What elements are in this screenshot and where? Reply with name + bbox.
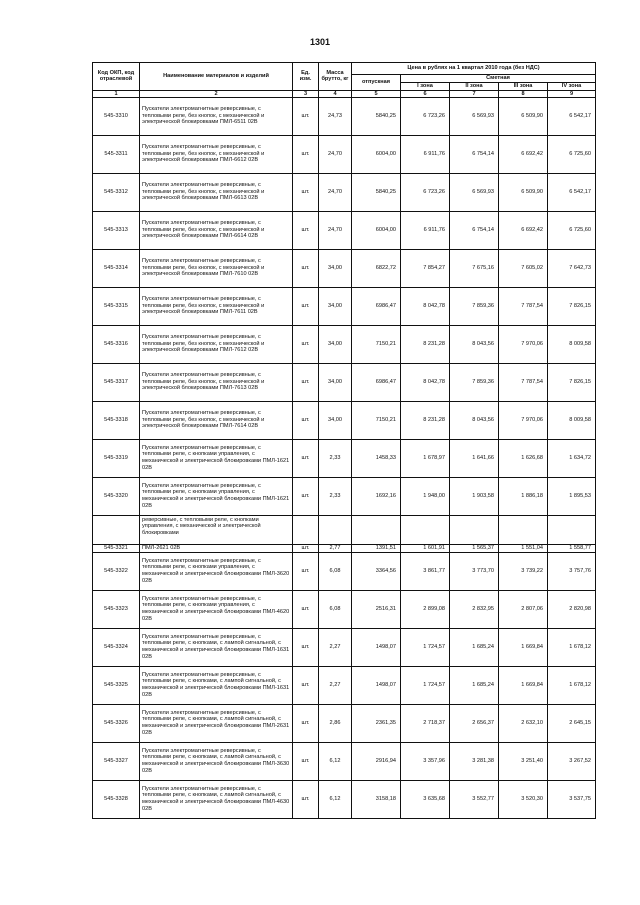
row-zone-3-price: 1 886,18 bbox=[499, 477, 548, 515]
row-unit: шт. bbox=[293, 363, 319, 401]
row-zone-3-price: 7 970,06 bbox=[499, 401, 548, 439]
row-name: Пускатели электромагнитные реверсивные, с тепловыми реле, с кнопками, с лампой сигнальной, с механической и электрической блокировками ПМЛ-2631 02В bbox=[140, 704, 293, 742]
row-zone-1-price: 1 724,57 bbox=[401, 628, 450, 666]
row-name: реверсивные, с тепловыми реле, с кнопками управления, с механической и электрической блокировками bbox=[140, 515, 293, 544]
price-table bbox=[92, 62, 596, 819]
row-factory-price: 1391,51 bbox=[352, 544, 401, 552]
row-code: 545-3310 bbox=[93, 97, 140, 135]
row-name: Пускатели электромагнитные реверсивные, с тепловыми реле, с кнопками управления, с механической и электрической блокировками ПМЛ-3620 02В bbox=[140, 552, 293, 590]
row-zone-2-price: 1 685,24 bbox=[450, 628, 499, 666]
row-unit: шт. bbox=[293, 173, 319, 211]
row-zone-3-price: 1 626,68 bbox=[499, 439, 548, 477]
row-factory-price: 6822,72 bbox=[352, 249, 401, 287]
row-mass: 2,27 bbox=[319, 628, 352, 666]
row-zone-3-price: 7 605,02 bbox=[499, 249, 548, 287]
row-name: ПМЛ-2621 02В bbox=[140, 544, 293, 552]
row-zone-3-price: 2 632,10 bbox=[499, 704, 548, 742]
row-zone-1-price: 6 723,26 bbox=[401, 97, 450, 135]
row-mass: 34,00 bbox=[319, 287, 352, 325]
row-zone-2-price: 1 641,66 bbox=[450, 439, 499, 477]
row-zone-2-price: 6 569,93 bbox=[450, 97, 499, 135]
table-row bbox=[93, 173, 596, 211]
row-zone-3-price: 1 669,84 bbox=[499, 628, 548, 666]
row-zone-4-price: 7 642,73 bbox=[548, 249, 596, 287]
table-row bbox=[93, 544, 596, 552]
table-body bbox=[93, 97, 596, 818]
table-row bbox=[93, 780, 596, 818]
column-number: 9 bbox=[548, 90, 596, 97]
header-code: Код ОКП, код отраслевой bbox=[93, 63, 140, 91]
table-row bbox=[93, 552, 596, 590]
column-number: 7 bbox=[450, 90, 499, 97]
row-code: 545-3326 bbox=[93, 704, 140, 742]
row-zone-1-price: 1 948,00 bbox=[401, 477, 450, 515]
row-factory-price: 5840,25 bbox=[352, 97, 401, 135]
table-row bbox=[93, 439, 596, 477]
row-zone-1-price: 3 357,96 bbox=[401, 742, 450, 780]
row-code: 545-3313 bbox=[93, 211, 140, 249]
table-row bbox=[93, 742, 596, 780]
empty-cell bbox=[548, 515, 596, 544]
column-number: 6 bbox=[401, 90, 450, 97]
row-zone-2-price: 3 773,70 bbox=[450, 552, 499, 590]
row-code: 545-3319 bbox=[93, 439, 140, 477]
row-name: Пускатели электромагнитные реверсивные, с тепловыми реле, без кнопок, с механической и электрической блокировками ПМЛ-6511 02В bbox=[140, 97, 293, 135]
row-zone-4-price: 6 725,60 bbox=[548, 135, 596, 173]
row-zone-1-price: 2 899,08 bbox=[401, 590, 450, 628]
row-unit: шт. bbox=[293, 401, 319, 439]
row-factory-price: 6986,47 bbox=[352, 363, 401, 401]
row-mass: 6,08 bbox=[319, 590, 352, 628]
row-name: Пускатели электромагнитные реверсивные, с тепловыми реле, без кнопок, с механической и электрической блокировками ПМЛ-7613 02В bbox=[140, 363, 293, 401]
column-number: 1 bbox=[93, 90, 140, 97]
row-code: 545-3311 bbox=[93, 135, 140, 173]
row-zone-1-price: 8 042,78 bbox=[401, 363, 450, 401]
row-name: Пускатели электромагнитные реверсивные, с тепловыми реле, без кнопок, с механической и электрической блокировками ПМЛ-7610 02В bbox=[140, 249, 293, 287]
row-factory-price: 6004,00 bbox=[352, 135, 401, 173]
header-zone-2: II зона bbox=[450, 82, 499, 90]
row-zone-4-price: 6 542,17 bbox=[548, 173, 596, 211]
empty-cell bbox=[450, 515, 499, 544]
row-zone-3-price: 6 509,90 bbox=[499, 97, 548, 135]
table-row bbox=[93, 97, 596, 135]
header-zone-1: I зона bbox=[401, 82, 450, 90]
row-code: 545-3312 bbox=[93, 173, 140, 211]
row-zone-2-price: 2 656,37 bbox=[450, 704, 499, 742]
row-code: 545-3314 bbox=[93, 249, 140, 287]
row-mass: 24,70 bbox=[319, 135, 352, 173]
header-name: Наименование материалов и изделий bbox=[140, 63, 293, 91]
row-zone-2-price: 1 565,37 bbox=[450, 544, 499, 552]
row-zone-3-price: 6 692,42 bbox=[499, 211, 548, 249]
row-zone-4-price: 6 725,60 bbox=[548, 211, 596, 249]
column-number: 4 bbox=[319, 90, 352, 97]
table-row bbox=[93, 401, 596, 439]
row-zone-1-price: 1 724,57 bbox=[401, 666, 450, 704]
row-factory-price: 1498,07 bbox=[352, 666, 401, 704]
row-name: Пускатели электромагнитные реверсивные, с тепловыми реле, без кнопок, с механической и электрической блокировками ПМЛ-6612 02В bbox=[140, 135, 293, 173]
row-zone-3-price: 6 509,90 bbox=[499, 173, 548, 211]
row-unit: шт. bbox=[293, 439, 319, 477]
row-zone-1-price: 6 723,26 bbox=[401, 173, 450, 211]
table-row bbox=[93, 211, 596, 249]
row-zone-4-price: 2 820,98 bbox=[548, 590, 596, 628]
row-zone-1-price: 3 861,77 bbox=[401, 552, 450, 590]
row-unit: шт. bbox=[293, 666, 319, 704]
row-name: Пускатели электромагнитные реверсивные, с тепловыми реле, с кнопками, с лампой сигнальной, с механической и электрической блокировками ПМЛ-1631 02В bbox=[140, 666, 293, 704]
row-name: Пускатели электромагнитные реверсивные, с тепловыми реле, без кнопок, с механической и электрической блокировками ПМЛ-7614 02В bbox=[140, 401, 293, 439]
table-row bbox=[93, 477, 596, 515]
row-zone-1-price: 8 231,28 bbox=[401, 325, 450, 363]
row-zone-4-price: 1 558,77 bbox=[548, 544, 596, 552]
row-factory-price: 6004,00 bbox=[352, 211, 401, 249]
row-code: 545-3315 bbox=[93, 287, 140, 325]
row-zone-2-price: 8 043,56 bbox=[450, 325, 499, 363]
header-price-group: Цена в рублях на 1 квартал 2010 года (без НДС) bbox=[352, 63, 596, 75]
row-name: Пускатели электромагнитные реверсивные, с тепловыми реле, с кнопками управления, с механической и электрической блокировками ПМЛ-1621 02В bbox=[140, 439, 293, 477]
row-factory-price: 2361,35 bbox=[352, 704, 401, 742]
empty-cell bbox=[293, 515, 319, 544]
row-code: 545-3322 bbox=[93, 552, 140, 590]
row-name: Пускатели электромагнитные реверсивные, с тепловыми реле, без кнопок, с механической и электрической блокировками ПМЛ-7612 02В bbox=[140, 325, 293, 363]
empty-cell bbox=[401, 515, 450, 544]
row-zone-4-price: 1 678,12 bbox=[548, 628, 596, 666]
row-code: 545-3324 bbox=[93, 628, 140, 666]
row-zone-4-price: 8 009,58 bbox=[548, 325, 596, 363]
row-zone-4-price: 3 537,75 bbox=[548, 780, 596, 818]
row-zone-1-price: 6 911,76 bbox=[401, 211, 450, 249]
row-zone-3-price: 3 520,30 bbox=[499, 780, 548, 818]
column-number: 5 bbox=[352, 90, 401, 97]
row-zone-4-price: 8 009,58 bbox=[548, 401, 596, 439]
column-numbers-row bbox=[93, 90, 596, 97]
row-name: Пускатели электромагнитные реверсивные, с тепловыми реле, с кнопками управления, с механической и электрической блокировками ПМЛ-4620 02В bbox=[140, 590, 293, 628]
row-mass: 2,33 bbox=[319, 439, 352, 477]
row-mass: 24,70 bbox=[319, 211, 352, 249]
row-mass: 2,86 bbox=[319, 704, 352, 742]
row-code: 545-3327 bbox=[93, 742, 140, 780]
row-zone-4-price: 7 826,15 bbox=[548, 287, 596, 325]
row-name: Пускатели электромагнитные реверсивные, с тепловыми реле, с кнопками управления, с механической и электрической блокировками ПМЛ-1621 02В bbox=[140, 477, 293, 515]
row-zone-2-price: 6 754,14 bbox=[450, 135, 499, 173]
row-factory-price: 1458,33 bbox=[352, 439, 401, 477]
row-mass: 6,12 bbox=[319, 780, 352, 818]
row-unit: шт. bbox=[293, 544, 319, 552]
empty-cell bbox=[319, 515, 352, 544]
row-zone-2-price: 1 903,58 bbox=[450, 477, 499, 515]
row-mass: 2,33 bbox=[319, 477, 352, 515]
row-code: 545-3320 bbox=[93, 477, 140, 515]
row-unit: шт. bbox=[293, 780, 319, 818]
row-factory-price: 1692,16 bbox=[352, 477, 401, 515]
row-name: Пускатели электромагнитные реверсивные, с тепловыми реле, без кнопок, с механической и электрической блокировками ПМЛ-6614 02В bbox=[140, 211, 293, 249]
table-row bbox=[93, 325, 596, 363]
row-zone-3-price: 3 739,22 bbox=[499, 552, 548, 590]
header-zone-3: III зона bbox=[499, 82, 548, 90]
header-estimate-price: Сметная bbox=[401, 75, 596, 83]
header-factory-price: отпускная bbox=[352, 75, 401, 91]
row-code: 545-3325 bbox=[93, 666, 140, 704]
row-unit: шт. bbox=[293, 477, 319, 515]
row-zone-4-price: 1 895,53 bbox=[548, 477, 596, 515]
row-unit: шт. bbox=[293, 135, 319, 173]
row-unit: шт. bbox=[293, 211, 319, 249]
row-zone-3-price: 7 970,06 bbox=[499, 325, 548, 363]
row-zone-4-price: 6 542,17 bbox=[548, 97, 596, 135]
row-mass: 34,00 bbox=[319, 249, 352, 287]
row-mass: 2,77 bbox=[319, 544, 352, 552]
row-factory-price: 3364,56 bbox=[352, 552, 401, 590]
row-code: 545-3328 bbox=[93, 780, 140, 818]
row-name: Пускатели электромагнитные реверсивные, с тепловыми реле, без кнопок, с механической и электрической блокировками ПМЛ-7611 02В bbox=[140, 287, 293, 325]
empty-cell bbox=[499, 515, 548, 544]
header-unit: Ед. изм. bbox=[293, 63, 319, 91]
row-zone-3-price: 2 807,06 bbox=[499, 590, 548, 628]
row-mass: 24,70 bbox=[319, 173, 352, 211]
row-factory-price: 1498,07 bbox=[352, 628, 401, 666]
row-zone-1-price: 8 231,28 bbox=[401, 401, 450, 439]
header-mass: Масса брутто, кг bbox=[319, 63, 352, 91]
row-zone-2-price: 2 832,95 bbox=[450, 590, 499, 628]
row-mass: 34,00 bbox=[319, 325, 352, 363]
row-name: Пускатели электромагнитные реверсивные, с тепловыми реле, с кнопками, с лампой сигнальной, с механической и электрической блокировками ПМЛ-4630 02В bbox=[140, 780, 293, 818]
row-name: Пускатели электромагнитные реверсивные, с тепловыми реле, без кнопок, с механической и электрической блокировками ПМЛ-6613 02В bbox=[140, 173, 293, 211]
table-row-continuation bbox=[93, 515, 596, 544]
row-zone-2-price: 6 754,14 bbox=[450, 211, 499, 249]
row-mass: 34,00 bbox=[319, 363, 352, 401]
row-zone-1-price: 7 854,27 bbox=[401, 249, 450, 287]
row-mass: 2,27 bbox=[319, 666, 352, 704]
header-zone-4: IV зона bbox=[548, 82, 596, 90]
row-zone-4-price: 7 826,15 bbox=[548, 363, 596, 401]
row-zone-2-price: 7 859,36 bbox=[450, 287, 499, 325]
row-zone-3-price: 1 669,84 bbox=[499, 666, 548, 704]
row-zone-2-price: 1 685,24 bbox=[450, 666, 499, 704]
row-factory-price: 5840,25 bbox=[352, 173, 401, 211]
row-zone-1-price: 1 601,91 bbox=[401, 544, 450, 552]
row-zone-1-price: 6 911,76 bbox=[401, 135, 450, 173]
row-zone-1-price: 2 718,37 bbox=[401, 704, 450, 742]
row-zone-2-price: 3 281,38 bbox=[450, 742, 499, 780]
row-name: Пускатели электромагнитные реверсивные, с тепловыми реле, с кнопками, с лампой сигнальной, с механической и электрической блокировками ПМЛ-1631 02В bbox=[140, 628, 293, 666]
row-mass: 34,00 bbox=[319, 401, 352, 439]
row-zone-3-price: 3 251,40 bbox=[499, 742, 548, 780]
row-zone-4-price: 1 634,72 bbox=[548, 439, 596, 477]
page-number: 1301 bbox=[309, 37, 331, 47]
row-mass: 6,12 bbox=[319, 742, 352, 780]
row-zone-1-price: 1 678,97 bbox=[401, 439, 450, 477]
row-unit: шт. bbox=[293, 628, 319, 666]
row-zone-4-price: 2 645,15 bbox=[548, 704, 596, 742]
row-factory-price: 6986,47 bbox=[352, 287, 401, 325]
row-unit: шт. bbox=[293, 742, 319, 780]
row-zone-4-price: 3 267,52 bbox=[548, 742, 596, 780]
row-unit: шт. bbox=[293, 97, 319, 135]
row-zone-1-price: 3 635,68 bbox=[401, 780, 450, 818]
row-zone-2-price: 6 569,93 bbox=[450, 173, 499, 211]
row-unit: шт. bbox=[293, 704, 319, 742]
table-row bbox=[93, 287, 596, 325]
table-row bbox=[93, 704, 596, 742]
row-zone-3-price: 1 551,04 bbox=[499, 544, 548, 552]
row-code: 545-3323 bbox=[93, 590, 140, 628]
row-zone-2-price: 8 043,56 bbox=[450, 401, 499, 439]
empty-cell bbox=[352, 515, 401, 544]
table-row bbox=[93, 666, 596, 704]
row-code-empty bbox=[93, 515, 140, 544]
row-code: 545-3321 bbox=[93, 544, 140, 552]
row-factory-price: 7150,21 bbox=[352, 325, 401, 363]
row-factory-price: 2916,94 bbox=[352, 742, 401, 780]
row-zone-2-price: 3 552,77 bbox=[450, 780, 499, 818]
column-number: 2 bbox=[140, 90, 293, 97]
row-mass: 6,08 bbox=[319, 552, 352, 590]
row-zone-3-price: 7 787,54 bbox=[499, 363, 548, 401]
row-unit: шт. bbox=[293, 552, 319, 590]
row-name: Пускатели электромагнитные реверсивные, с тепловыми реле, с кнопками, с лампой сигнальной, с механической и электрической блокировками ПМЛ-3630 02В bbox=[140, 742, 293, 780]
row-unit: шт. bbox=[293, 325, 319, 363]
row-unit: шт. bbox=[293, 287, 319, 325]
row-zone-4-price: 1 678,12 bbox=[548, 666, 596, 704]
row-factory-price: 3158,18 bbox=[352, 780, 401, 818]
row-unit: шт. bbox=[293, 249, 319, 287]
table-row bbox=[93, 363, 596, 401]
row-mass: 24,73 bbox=[319, 97, 352, 135]
row-zone-2-price: 7 859,36 bbox=[450, 363, 499, 401]
table-row bbox=[93, 249, 596, 287]
row-zone-4-price: 3 757,76 bbox=[548, 552, 596, 590]
column-number: 3 bbox=[293, 90, 319, 97]
row-unit: шт. bbox=[293, 590, 319, 628]
row-zone-3-price: 7 787,54 bbox=[499, 287, 548, 325]
row-code: 545-3316 bbox=[93, 325, 140, 363]
table-header bbox=[93, 63, 596, 98]
row-factory-price: 2516,31 bbox=[352, 590, 401, 628]
row-zone-3-price: 6 692,42 bbox=[499, 135, 548, 173]
table-row bbox=[93, 135, 596, 173]
row-code: 545-3318 bbox=[93, 401, 140, 439]
row-code: 545-3317 bbox=[93, 363, 140, 401]
table-row bbox=[93, 590, 596, 628]
row-zone-2-price: 7 675,16 bbox=[450, 249, 499, 287]
row-factory-price: 7150,21 bbox=[352, 401, 401, 439]
table-row bbox=[93, 628, 596, 666]
column-number: 8 bbox=[499, 90, 548, 97]
row-zone-1-price: 8 042,78 bbox=[401, 287, 450, 325]
